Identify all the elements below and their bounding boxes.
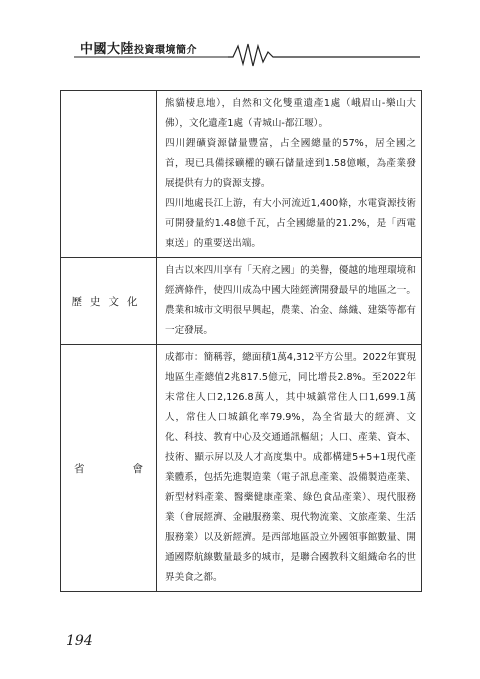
header-title-main: 中國大陸 [80,42,135,57]
row-label-history [61,258,157,345]
row-label-capital [61,345,157,592]
info-table [60,90,422,592]
paragraph: 成都市：簡稱蓉，總面積1萬4,312平方公里。2022年實現地區生產總值2兆817.5億元，同比增長2.8%。至2022年末常住人口2,126.8萬人，其中城鎮常住人口1,699.1萬人，常住人口城鎮化率79.9%，為全省最大的經濟、文化、科技、教育中心及交通通訊樞紐；人口、產業、資本、技術、顯示屏以及人才高度集中。成都構建5+5+1現代產業體系，包括先進製造業（電子訊息產業、設備製造產業、新型材料產業、醫藥健康產業、綠色食品產業）、現代服務業（會展經濟、金融服務業、現代物流業、文旅產業、生活服務業）以及新經濟。是西部地區設立外國領事館數量、開通國際航線數量最多的城市，是聯合國教科文組織命名的世界美食之都。 [165,352,416,583]
table-row [61,258,422,345]
header-pulse-line [0,0,480,70]
row-label-left: 省 [74,462,85,475]
header-title-sub: 投資環境簡介 [134,45,198,56]
page-number: 194 [66,633,93,649]
row-content-capital [157,345,422,592]
paragraph: 四川地處長江上游，有大小河流近1,400條，水電資源技術可開發量約1.48億千瓦，占全國總量的21.2%，是「西電東送」的重要送出端。 [165,198,416,249]
paragraph: 熊貓棲息地），自然和文化雙重遺產1處（峨眉山-樂山大佛），文化遺產1處（青城山-都江堰）。 [165,98,416,129]
table-row [61,345,422,592]
paragraph: 四川鋰礦資源儲量豐富，占全國總量的57%，居全國之首，現已具備採礦權的礦石儲量達到1.58億噸，為產業發展提供有力的資源支撐。 [165,138,416,189]
header-title [80,38,197,57]
paragraph: 自古以來四川享有「天府之國」的美譽，優越的地理環境和經濟條件，使四川成為中國大陸經濟開發最早的地區之一。農業和城市文明很早興起，農業、冶金、絲織、建築等都有一定發展。 [165,265,416,336]
table-row [61,91,422,258]
row-content-resources [157,91,422,258]
row-label-empty [61,91,157,258]
row-content-history [157,258,422,345]
page-header [0,0,480,70]
row-label-text: 歷史文化 [71,295,146,308]
row-label-right: 會 [132,462,143,475]
